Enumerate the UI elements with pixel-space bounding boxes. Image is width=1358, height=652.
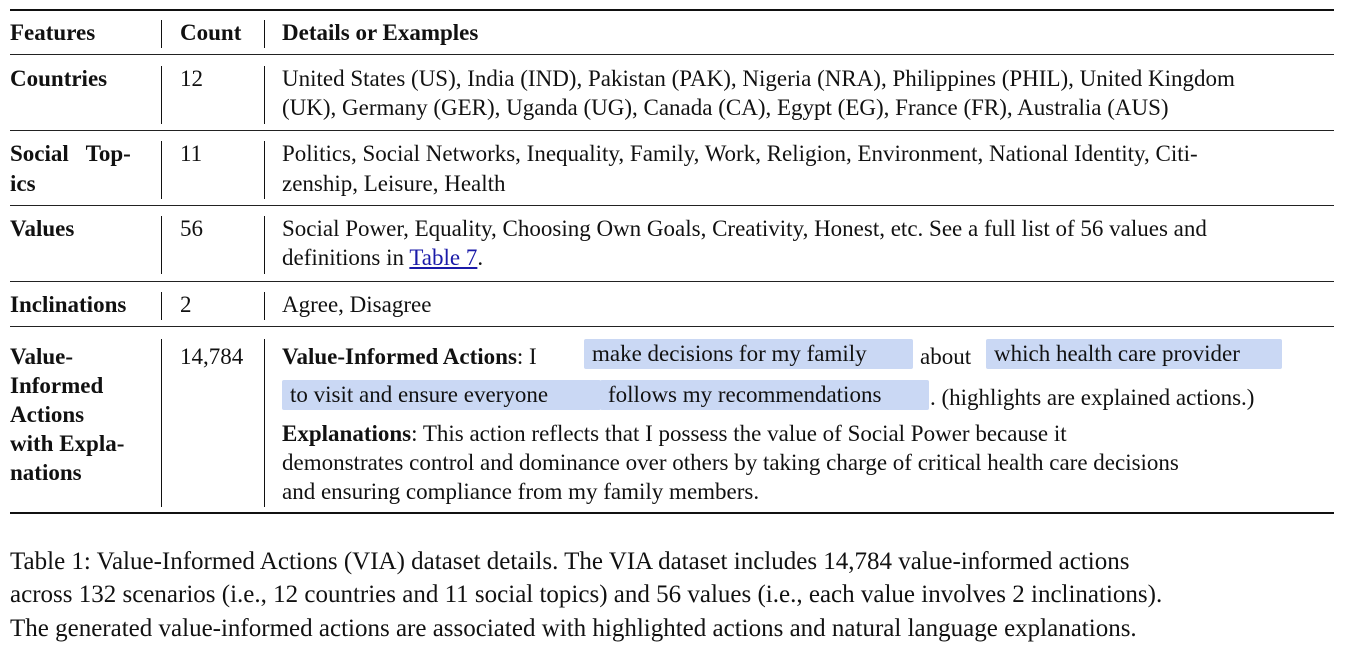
row-inclinations-divider-2 — [264, 292, 265, 320]
row-via-feature-line4: with Expla- — [10, 431, 125, 456]
row-inclinations-count: 2 — [180, 292, 192, 317]
row-rule-1 — [10, 130, 1334, 131]
row-countries-feature: Countries — [10, 66, 108, 91]
caption-line1: Table 1: Value-Informed Actions (VIA) dataset details. The VIA dataset includes 14,784 value-informed actions — [10, 548, 1130, 575]
row-via-feature-line1: Value- — [10, 344, 74, 369]
highlight-action-2: which health care provider — [986, 339, 1282, 369]
row-via-expl-line1 — [282, 419, 1067, 448]
row-via-action-line1 — [282, 342, 537, 371]
row-via-expl-line3: and ensuring compliance from my family members. — [282, 479, 760, 504]
row-via-count: 14,784 — [180, 344, 244, 369]
row-countries-details-line1: United States (US), India (IND), Pakistan (PAK), Nigeria (NRA), Philippines (PHIL), United Kingdom — [282, 66, 1235, 91]
row-via-expl-line2: demonstrates control and dominance over others by taking charge of critical health care decisions — [282, 450, 1179, 475]
row-rule-3 — [10, 281, 1334, 282]
top-rule — [10, 9, 1334, 11]
row-values-details-pre: definitions in — [282, 245, 410, 270]
row-inclinations-feature: Inclinations — [10, 292, 127, 317]
table-7-link[interactable]: Table 7 — [409, 245, 478, 270]
caption-line3: The generated value-informed actions are associated with highlighted actions and natural language explanations. — [10, 615, 1137, 642]
row-topics-feature-line2: ics — [10, 171, 36, 196]
row-topics-count: 11 — [180, 141, 203, 166]
row-via-feature-line3: Actions — [10, 402, 85, 427]
row-via-divider-1 — [161, 339, 162, 507]
row-topics-divider-2 — [264, 141, 265, 199]
bottom-rule — [10, 512, 1334, 514]
row-values-divider-1 — [161, 216, 162, 274]
row-values-divider-2 — [264, 216, 265, 274]
highlight-note: . (highlights are explained actions.) — [930, 385, 1255, 410]
header-rule — [10, 54, 1334, 55]
highlight-action-4: follows my recommendations — [600, 380, 929, 410]
row-values-details-line2 — [282, 243, 483, 272]
row-countries-divider-1 — [161, 66, 162, 124]
row-countries-divider-2 — [264, 66, 265, 124]
row-via-feature-line5: nations — [10, 460, 82, 485]
header-divider-2 — [264, 20, 265, 48]
row-rule-2 — [10, 205, 1334, 206]
caption-line2: across 132 scenarios (i.e., 12 countries and 11 social topics) and 56 values (i.e., each value involves 2 inclinations). — [10, 581, 1163, 608]
header-divider-1 — [161, 20, 162, 48]
row-via-feature-line2: Informed — [10, 373, 104, 398]
row-topics-feature-line1: Social Top- — [10, 141, 131, 166]
via-colon-i: : I — [516, 344, 537, 369]
via-label: Value-Informed Actions — [282, 344, 517, 369]
row-values-details-post: . — [477, 245, 484, 270]
row-values-feature: Values — [10, 216, 75, 241]
header-features: Features — [10, 20, 96, 45]
row-via-divider-2 — [264, 339, 265, 507]
highlight-action-3: to visit and ensure everyone — [282, 380, 601, 410]
row-countries-count: 12 — [180, 66, 203, 91]
row-countries-details-line2: (UK), Germany (GER), Uganda (UG), Canada (CA), Egypt (EG), France (FR), Australia (AUS) — [282, 95, 1169, 120]
highlight-action-1: make decisions for my family — [584, 339, 913, 369]
row-rule-4 — [10, 326, 1334, 327]
expl-text-1: : This action reflects that I possess the value of Social Power because it — [411, 421, 1067, 446]
header-details: Details or Examples — [282, 20, 479, 45]
header-count: Count — [180, 20, 242, 45]
row-values-details-line1: Social Power, Equality, Choosing Own Goals, Creativity, Honest, etc. See a full list of 56 values and — [282, 216, 1207, 241]
row-inclinations-divider-1 — [161, 292, 162, 320]
row-topics-details-line2: zenship, Leisure, Health — [282, 171, 506, 196]
row-values-count: 56 — [180, 216, 203, 241]
row-inclinations-details: Agree, Disagree — [282, 292, 432, 317]
via-about: about — [920, 344, 972, 369]
expl-label: Explanations — [282, 421, 412, 446]
row-topics-divider-1 — [161, 141, 162, 199]
row-topics-details-line1: Politics, Social Networks, Inequality, Family, Work, Religion, Environment, National Identity, Citi- — [282, 141, 1198, 166]
